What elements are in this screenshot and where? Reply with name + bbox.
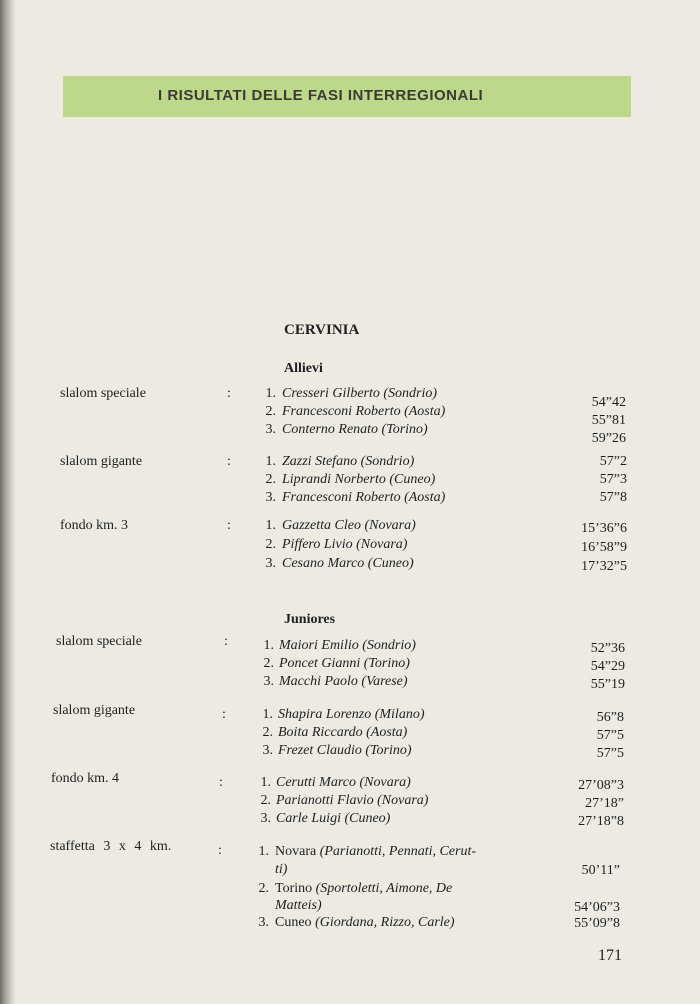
section-banner [63,76,631,117]
result-rank: 3. [265,490,276,505]
result-rank: 2. [265,472,276,487]
result-rank: 3. [262,743,273,758]
result-time: 56”8 [596,710,624,725]
result-row [0,404,700,428]
result-time: 57”5 [596,746,624,761]
result-athlete: Boita Riccardo (Aosta) [278,725,408,740]
result-row [0,472,700,492]
result-athlete: Conterno Renato (Torino) [282,422,428,437]
team-members-continued: ti) [275,862,288,877]
result-rank: 1. [263,638,274,653]
result-athlete: Poncet Gianni (Torino) [279,656,410,671]
category-heading: Allievi [284,361,323,376]
result-rank: 3. [263,674,274,689]
colon-separator: : [219,775,223,790]
result-athlete: Cerutti Marco (Novara) [276,775,411,790]
result-rank: 1. [260,775,271,790]
colon-separator: : [227,454,231,469]
result-athlete: Gazzetta Cleo (Novara) [282,518,416,533]
team-members: (Parianotti, Pennati, Cerut- [319,844,477,859]
result-row [0,537,700,557]
result-rank: 1. [265,386,276,401]
result-rank: 3. [265,422,276,437]
team-name: Torino [275,881,313,896]
result-athlete: Cresseri Gilberto (Sondrio) [282,386,438,401]
result-row [0,674,700,694]
result-row [0,490,700,510]
result-rank: 1. [262,707,273,722]
result-athlete: Shapira Lorenzo (Milano) [278,707,425,722]
result-athlete: Liprandi Norberto (Cuneo) [282,472,436,487]
result-athlete: Frezet Claudio (Torino) [278,743,412,758]
result-row [0,844,700,864]
result-row [0,811,700,831]
result-rank: 2. [262,725,273,740]
result-rank: 2. [258,881,269,896]
result-row [0,725,700,745]
result-time: 17’32”5 [581,559,627,574]
result-rank: 2. [265,404,276,419]
result-rank: 1. [258,844,269,859]
team-members-continued: Matteis) [275,898,322,913]
result-athlete: Piffero Livio (Novara) [282,537,408,552]
result-rank: 3. [258,915,269,930]
result-rank: 3. [260,811,271,826]
result-time: 55’09”8 [574,916,620,931]
event-name: slalom speciale [60,386,146,401]
result-athlete: Zazzi Stefano (Sondrio) [282,454,415,469]
result-time: 27’18” [585,796,624,811]
result-athlete: Carle Luigi (Cuneo) [276,811,391,826]
event-name: slalom gigante [60,454,143,469]
result-rank: 2. [265,537,276,552]
result-time: 57”3 [599,472,627,487]
team-name: Cuneo [275,915,312,930]
result-row [0,454,700,474]
colon-separator: : [227,386,231,401]
result-row [0,656,700,676]
result-row [0,386,700,410]
result-time: 55”81 [591,413,626,428]
result-time: 57”5 [596,728,624,743]
result-time: 59”26 [591,431,626,446]
relay-team [275,844,476,860]
result-time: 16’58”9 [581,540,627,555]
colon-separator: : [218,843,222,858]
colon-separator: : [222,707,226,722]
result-rank: 3. [265,556,276,571]
result-time: 55”19 [590,677,625,692]
event-name: fondo km. 4 [51,771,120,786]
relay-team [275,915,455,931]
event-name: fondo km. 3 [60,518,129,533]
colon-separator: : [224,634,228,649]
location-heading: CERVINIA [284,322,360,338]
result-time: 27’08”3 [578,778,624,793]
result-rank: 2. [260,793,271,808]
result-rank: 1. [265,454,276,469]
result-time: 54”29 [590,659,625,674]
colon-separator: : [227,518,231,533]
team-members: (Giordana, Rizzo, Carle) [315,915,455,930]
result-row [0,518,700,538]
result-row [0,707,700,727]
result-row [0,915,700,935]
event-name: slalom gigante [53,703,136,718]
result-row [0,638,700,658]
result-time: 57”8 [599,490,627,505]
result-time: 54”42 [591,395,626,410]
section-title: I RISULTATI DELLE FASI INTERREGIONALI [158,87,484,104]
result-athlete: Maiori Emilio (Sondrio) [279,638,416,653]
result-athlete: Parianotti Flavio (Novara) [276,793,429,808]
result-rank: 1. [265,518,276,533]
result-row [0,422,700,446]
page-number: 171 [598,947,622,964]
result-athlete: Francesconi Roberto (Aosta) [282,490,446,505]
result-time: 27’18”8 [578,814,624,829]
result-row [0,793,700,813]
result-time: 15’36”6 [581,521,627,536]
result-time: 54’06”3 [574,900,620,915]
result-row [0,743,700,763]
team-name: Novara [275,844,317,859]
result-time: 52”36 [590,641,625,656]
event-name: slalom speciale [56,634,142,649]
result-row-continuation [0,862,700,882]
relay-team [275,881,452,897]
result-time: 57”2 [599,454,627,469]
result-rank: 2. [263,656,274,671]
result-athlete: Francesconi Roberto (Aosta) [282,404,446,419]
result-time: 50’11” [581,863,620,878]
result-row [0,556,700,576]
result-row [0,775,700,795]
team-members: (Sportoletti, Aimone, De [315,881,453,896]
result-athlete: Cesano Marco (Cuneo) [282,556,414,571]
result-athlete: Macchi Paolo (Varese) [279,674,408,689]
event-name: staffetta 3 x 4 km. [50,839,172,854]
category-heading: Juniores [284,612,336,627]
